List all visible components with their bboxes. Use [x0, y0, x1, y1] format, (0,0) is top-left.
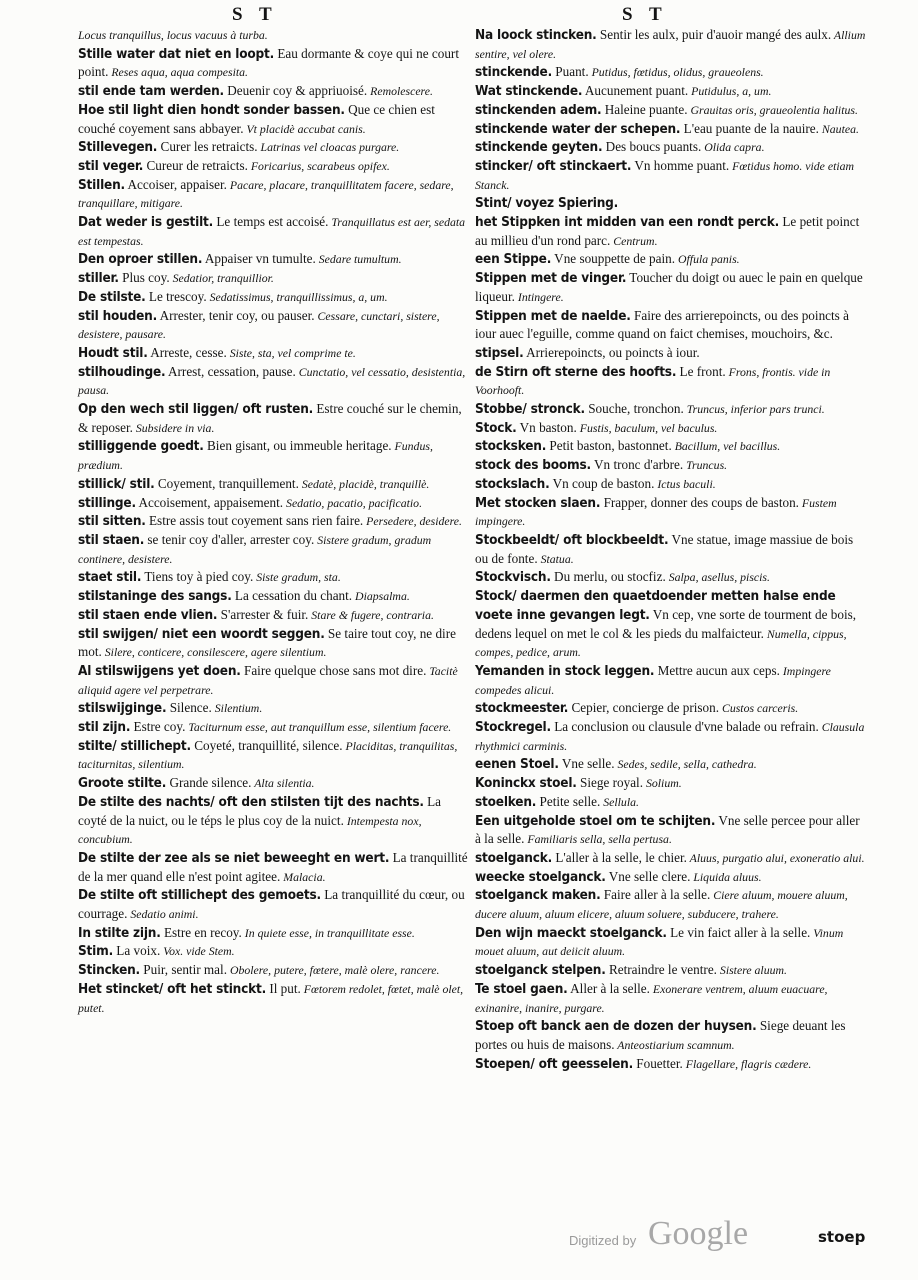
dictionary-entry	[475, 980, 867, 1017]
dictionary-entry	[475, 961, 867, 980]
latin-gloss: Putidus, fœtidus, olidus, graueolens.	[588, 65, 764, 80]
latin-gloss: Malacia.	[280, 869, 326, 884]
french-gloss: Le vin faict aller à la selle.	[666, 924, 811, 940]
dictionary-entry	[475, 531, 867, 568]
french-gloss: Tiens toy à pied coy.	[141, 569, 254, 585]
dictionary-entry	[78, 718, 470, 737]
headword: Stock.	[475, 419, 517, 436]
headword: Stincken.	[78, 962, 140, 979]
french-gloss: S'arrester & fuir.	[217, 606, 309, 622]
french-gloss: Puir, sentir mal.	[139, 962, 227, 978]
google-watermark: Google	[648, 1215, 749, 1252]
headword: Stippen met de naelde.	[475, 307, 631, 324]
french-gloss: Frapper, donner des coups de baston.	[600, 494, 799, 510]
dictionary-entry	[78, 307, 470, 344]
dictionary-entry	[78, 157, 470, 176]
latin-gloss: Fustis, baculum, vel baculus.	[576, 420, 718, 435]
headword: stilte/ stillichept.	[78, 737, 191, 754]
dictionary-entry	[78, 737, 470, 774]
dictionary-entry	[78, 400, 470, 437]
latin-gloss: Ictus baculi.	[654, 476, 716, 491]
latin-gloss: Sedare tumultum.	[315, 252, 402, 267]
headword: stil swijgen/ niet een woordt seggen.	[78, 625, 325, 642]
headword: In stilte zijn.	[78, 924, 161, 941]
dictionary-entry	[475, 101, 867, 120]
dictionary-entry	[78, 82, 470, 101]
dictionary-entry	[475, 718, 867, 755]
headword: De stilste.	[78, 288, 146, 305]
latin-gloss: Liquida aluus.	[690, 869, 762, 884]
french-gloss: Souche, tronchon.	[584, 401, 684, 417]
dictionary-entry	[78, 961, 470, 980]
french-gloss: Accoiser, appaiser.	[124, 176, 227, 192]
headword: staet stil.	[78, 569, 142, 586]
dictionary-entry	[475, 307, 867, 344]
dictionary-entry	[78, 26, 470, 45]
headword: Stillen.	[78, 176, 125, 193]
french-gloss: Haleine puante.	[601, 101, 688, 117]
headword: stillinge.	[78, 494, 136, 511]
headword: stockmeester.	[475, 700, 569, 717]
headword: Stoepen/ oft geesselen.	[475, 1055, 633, 1072]
dictionary-entry	[475, 1055, 867, 1074]
latin-gloss: Intingere.	[514, 289, 564, 304]
headword: Te stoel gaen.	[475, 980, 568, 997]
french-gloss: Vne selle.	[558, 756, 615, 772]
latin-gloss: Cunctatio, vel cessatio, desistentia, pausa.	[78, 364, 466, 398]
dictionary-entry	[78, 662, 470, 699]
latin-gloss: Intempesta nox, concubium.	[78, 813, 422, 847]
headword: Een uitgeholde stoel om te schijten.	[475, 812, 716, 829]
right-column	[475, 26, 867, 1073]
headword: Koninckx stoel.	[475, 775, 577, 792]
latin-gloss: Pacare, placare, tranquillitatem facere, sedare, tranquillare, mitigare.	[78, 177, 454, 211]
french-gloss: Silence.	[166, 700, 212, 716]
dictionary-entry	[475, 868, 867, 887]
french-gloss: Puant.	[552, 64, 589, 80]
headword: Stockbeeldt/ oft blockbeeldt.	[475, 531, 669, 548]
latin-gloss: Familiaris sella, sella pertusa.	[524, 832, 672, 847]
latin-gloss: Bacillum, vel bacillus.	[671, 439, 781, 454]
latin-gloss: Fustem impingere.	[475, 495, 837, 529]
headword: Den oproer stillen.	[78, 251, 203, 268]
latin-gloss: Salpa, asellus, piscis.	[665, 570, 770, 585]
headword: stoelken.	[475, 793, 537, 810]
french-gloss: Coyeté, tranquillité, silence.	[190, 737, 343, 753]
dictionary-entry	[78, 568, 470, 587]
dictionary-entry	[78, 980, 470, 1017]
latin-gloss: Nautea.	[818, 121, 859, 136]
latin-gloss: Diapsalma.	[352, 589, 410, 604]
headword: stilswijginge.	[78, 700, 167, 717]
latin-gloss: Placiditas, tranquilitas, taciturnitas, silentium.	[78, 738, 458, 772]
headword: stil staen ende vlien.	[78, 606, 218, 623]
french-gloss: Aucunement puant.	[582, 83, 689, 99]
dictionary-entry	[475, 63, 867, 82]
french-gloss: Appaiser vn tumulte.	[202, 251, 316, 267]
french-gloss: Siege deuant les portes ou huis de maisons.	[475, 1018, 846, 1052]
headword: weecke stoelganck.	[475, 868, 606, 885]
latin-gloss: Silere, conticere, consilescere, agere silentium.	[101, 645, 327, 660]
french-gloss: La conclusion ou clausule d'vne balade ou refrain.	[550, 719, 819, 735]
dictionary-entry	[475, 344, 867, 363]
headword: Wat stinckende.	[475, 83, 583, 100]
latin-gloss: Reses aqua, aqua compesita.	[108, 65, 248, 80]
latin-gloss: Cessare, cunctari, sistere, desistere, pausare.	[78, 308, 440, 342]
french-gloss: Fouetter.	[632, 1055, 683, 1071]
headword: Stillevegen.	[78, 139, 158, 156]
dictionary-entry	[475, 213, 867, 250]
running-header-left: S T	[232, 4, 278, 25]
headword: Stille water dat niet en loopt.	[78, 45, 275, 62]
headword: stilliggende goedt.	[78, 438, 204, 455]
headword: stockslach.	[475, 475, 550, 492]
headword: stil veger.	[78, 157, 144, 174]
dictionary-entry	[475, 886, 867, 923]
headword: stil staen.	[78, 531, 145, 548]
latin-gloss: Anteostiarium scamnum.	[614, 1037, 735, 1052]
dictionary-entry	[475, 793, 867, 812]
latin-gloss: Vinum mouet aluum, aut deiicit aluum.	[475, 925, 844, 959]
headword: stiller.	[78, 270, 119, 287]
digitized-by-label: Digitized by	[569, 1233, 637, 1248]
french-gloss: Cureur de retraicts.	[143, 157, 248, 173]
headword: stocksken.	[475, 438, 547, 455]
french-gloss: Plus coy.	[118, 270, 170, 286]
latin-gloss: Silentium.	[211, 701, 263, 716]
latin-gloss: Sedatio animi.	[127, 907, 199, 922]
dictionary-entry	[78, 138, 470, 157]
latin-gloss: Impingere compedes alicui.	[475, 663, 831, 697]
latin-gloss: Fœtidus homo. vide etiam Stanck.	[475, 158, 855, 192]
latin-gloss: Latrinas vel cloacas purgare.	[257, 140, 400, 155]
french-gloss: Arreste, cesse.	[147, 344, 227, 360]
headword: een Stippe.	[475, 251, 552, 268]
headword: Den wijn maeckt stoelganck.	[475, 924, 667, 941]
dictionary-entry	[475, 82, 867, 101]
dictionary-entry	[78, 849, 470, 886]
dictionary-entry	[475, 363, 867, 400]
dictionary-entry	[78, 531, 470, 568]
dictionary-entry	[475, 157, 867, 194]
dictionary-entry	[78, 942, 470, 961]
headword: stilhoudinge.	[78, 363, 166, 380]
french-gloss: Accoisement, appaisement.	[135, 494, 284, 510]
french-gloss: Grande silence.	[166, 775, 252, 791]
french-gloss: Le trescoy.	[145, 288, 207, 304]
french-gloss: Faire des arrierepoincts, ou des poincts à iour auec l'eguille, comme quand on faict chemises, mouchoirs, &c.	[475, 307, 849, 342]
dictionary-entry	[78, 269, 470, 288]
dictionary-entry	[475, 774, 867, 793]
latin-gloss: Fœtorem redolet, fœtet, malè olet, putet.	[78, 981, 464, 1015]
dictionary-entry	[78, 699, 470, 718]
headword: stilstaninge des sangs.	[78, 588, 232, 605]
latin-gloss: Sedatè, placidè, tranquillè.	[298, 476, 430, 491]
french-gloss: Estre assis tout coyement sans rien faire.	[145, 513, 364, 529]
latin-gloss: Exonerare ventrem, aluum euacuare, exinanire, inanire, purgare.	[475, 981, 828, 1015]
latin-gloss: Sedes, sedile, sella, cathedra.	[614, 757, 757, 772]
french-gloss: Cepier, concierge de prison.	[568, 700, 719, 716]
latin-gloss: Sistere gradum, gradum continere, desistere.	[78, 532, 432, 566]
french-gloss: Faire aller à la selle.	[600, 887, 711, 903]
dictionary-entry	[78, 494, 470, 513]
french-gloss: Estre coy.	[130, 719, 186, 735]
latin-gloss: Offula panis.	[675, 252, 740, 267]
latin-gloss: Olida capra.	[701, 140, 765, 155]
french-gloss: Vne selle percee pour aller à la selle.	[475, 812, 860, 847]
french-gloss: Vn coup de baston.	[549, 475, 655, 491]
french-gloss: Deuenir coy & appriuoisé.	[223, 83, 368, 99]
french-gloss: Vne statue, image massiue de bois ou de fonte.	[475, 531, 854, 566]
dictionary-entry	[475, 194, 867, 213]
dictionary-entry	[78, 886, 470, 923]
french-gloss: Des boucs puants.	[602, 139, 702, 155]
latin-gloss: Remolescere.	[367, 84, 433, 99]
dictionary-entry	[78, 176, 470, 213]
french-gloss: Faire quelque chose sans mot dire.	[240, 662, 427, 678]
dictionary-entry	[78, 363, 470, 400]
latin-gloss: Fundus, prædium.	[78, 439, 433, 473]
latin-gloss: Vt placidè accubat canis.	[243, 121, 366, 136]
headword: Stobbe/ stronck.	[475, 401, 585, 418]
headword: stipsel.	[475, 344, 524, 361]
left-column	[78, 26, 470, 1017]
latin-gloss: Putidulus, a, um.	[688, 84, 772, 99]
french-gloss: Il put.	[266, 980, 301, 996]
french-gloss: Petite selle.	[536, 793, 601, 809]
dictionary-entry	[475, 1017, 867, 1054]
dictionary-entry	[475, 568, 867, 587]
headword: eenen Stoel.	[475, 756, 559, 773]
french-gloss: La coyté de la nuict, ou le téps le plus coy de la nuict.	[78, 793, 442, 828]
french-gloss: Mettre aucun aux ceps.	[654, 662, 780, 678]
french-gloss: Vn baston.	[516, 419, 577, 435]
dictionary-entry	[78, 101, 470, 138]
headword: stincker/ oft stinckaert.	[475, 157, 632, 174]
latin-gloss: Sedatio, pacatio, pacificatio.	[283, 495, 423, 510]
latin-gloss: Centrum.	[610, 233, 658, 248]
french-gloss: Du merlu, ou stocfiz.	[550, 569, 666, 585]
dictionary-entry	[475, 924, 867, 961]
dictionary-entry	[78, 45, 470, 82]
headword: De stilte der zee als se niet beweeght en wert.	[78, 849, 390, 866]
french-gloss: Bien gisant, ou immeuble heritage.	[203, 438, 392, 454]
french-gloss: Arrierepoincts, ou poincts à iour.	[523, 344, 700, 360]
dictionary-entry	[475, 699, 867, 718]
dictionary-entry	[475, 269, 867, 306]
latin-gloss: Ciere aluum, mouere aluum, ducere aluum, aluum elicere, aluum soluere, subducere, trahere.	[475, 888, 848, 922]
dictionary-entry	[475, 849, 867, 868]
headword: stil zijn.	[78, 719, 131, 736]
headword: Groote stilte.	[78, 775, 167, 792]
french-gloss: Arrester, tenir coy, ou pauser.	[157, 307, 315, 323]
dictionary-entry	[475, 475, 867, 494]
headword: De stilte oft stillichept des gemoets.	[78, 887, 321, 904]
headword: Stim.	[78, 943, 113, 960]
latin-gloss: Persedere, desidere.	[363, 514, 462, 529]
latin-gloss: Truncus.	[683, 458, 728, 473]
headword: stock des booms.	[475, 457, 591, 474]
dictionary-entry	[78, 437, 470, 474]
headword: Het stincket/ oft het stinckt.	[78, 980, 267, 997]
french-gloss: Coyement, tranquillement.	[154, 475, 299, 491]
dictionary-entry	[475, 494, 867, 531]
latin-gloss: Allium sentire, vel olere.	[475, 28, 866, 61]
dictionary-entry	[475, 812, 867, 849]
headword: het Stippken int midden van een rondt perck.	[475, 214, 780, 231]
latin-gloss: Clausula rhythmici carminis.	[475, 720, 865, 753]
french-gloss: Sentir les aulx, puir d'auoir mangé des aulx.	[596, 27, 832, 42]
headword: Stockregel.	[475, 719, 551, 736]
latin-gloss: Vox. vide Stem.	[160, 944, 235, 959]
headword: stil houden.	[78, 307, 158, 324]
headword: stinckende geyten.	[475, 139, 603, 156]
french-gloss: L'eau puante de la nauire.	[680, 120, 819, 136]
french-gloss: Toucher du doigt ou auec le pain en quelque liqueur.	[475, 270, 863, 304]
dictionary-entry	[475, 456, 867, 475]
headword: Dat weder is gestilt.	[78, 214, 214, 231]
headword: Na loock stincken.	[475, 27, 597, 43]
latin-gloss: Foricarius, scarabeus opifex.	[247, 158, 390, 173]
latin-gloss: Sedatior, tranquillior.	[169, 271, 274, 286]
french-gloss: La tranquillité de la mer quand elle n'est point agitee.	[78, 849, 468, 884]
headword: stoelganck maken.	[475, 887, 601, 904]
dictionary-entry	[78, 924, 470, 943]
latin-gloss: Truncus, inferior pars trunci.	[683, 402, 825, 417]
french-gloss: Petit baston, bastonnet.	[546, 438, 672, 454]
latin-gloss: Subsidere in via.	[132, 420, 215, 435]
dictionary-entry	[78, 606, 470, 625]
latin-gloss: Flagellare, flagris cædere.	[682, 1056, 812, 1071]
french-gloss: L'aller à la selle, le chier.	[552, 849, 687, 865]
french-gloss: Vne souppette de pain.	[551, 251, 676, 267]
latin-gloss: Siste, sta, vel comprime te.	[226, 345, 356, 360]
headword: Stoep oft banck aen de dozen der huysen.	[475, 1018, 757, 1035]
latin-gloss: Tacitè aliquid agere vel perpetrare.	[78, 663, 458, 697]
latin-gloss: Aluus, purgatio alui, exoneratio alui.	[686, 850, 865, 865]
latin-gloss: Statua.	[537, 551, 574, 566]
latin-gloss: Sellula.	[600, 794, 639, 809]
headword: stoelganck stelpen.	[475, 962, 606, 979]
dictionary-entry	[78, 774, 470, 793]
dictionary-entry	[78, 213, 470, 250]
dictionary-entry	[78, 344, 470, 363]
latin-gloss: Siste gradum, sta.	[253, 570, 341, 585]
french-gloss: Eau dormante & coye qui ne court point.	[78, 45, 459, 80]
latin-gloss: Solium.	[643, 776, 682, 791]
french-gloss: se tenir coy d'aller, arrester coy.	[144, 531, 315, 547]
latin-gloss: In quiete esse, in tranquillitate esse.	[241, 925, 415, 940]
headword: stinckende.	[475, 64, 552, 81]
latin-gloss: Locus tranquillus, locus vacuus à turba.	[78, 28, 268, 42]
headword: Yemanden in stock leggen.	[475, 662, 655, 679]
french-gloss: Que ce chien est couché coyement sans abbayer.	[78, 101, 435, 136]
french-gloss: Aller à la selle.	[567, 980, 650, 996]
headword: stinckenden adem.	[475, 101, 602, 118]
latin-gloss: Sistere aluum.	[716, 963, 787, 978]
latin-gloss: Alta silentia.	[251, 776, 315, 791]
dictionary-entry	[475, 662, 867, 699]
dictionary-entry	[475, 400, 867, 419]
headword: Stockvisch.	[475, 569, 551, 586]
headword: stil sitten.	[78, 513, 146, 530]
dictionary-entry	[78, 625, 470, 662]
headword: stoelganck.	[475, 849, 553, 866]
headword: Stock/ daermen den quaetdoender metten halse ende voete inne gevangen legt.	[475, 588, 836, 623]
french-gloss: La tranquillité du cœur, ou courrage.	[78, 887, 465, 922]
latin-gloss: Frons, frontis. vide in Voorhooft.	[475, 364, 831, 398]
headword: de Stirn oft sterne des hoofts.	[475, 363, 677, 380]
headword: Stippen met de vinger.	[475, 270, 627, 287]
dictionary-entry	[78, 512, 470, 531]
french-gloss: Curer les retraicts.	[157, 139, 258, 155]
latin-gloss: Sedatissimus, tranquillissimus, a, um.	[206, 289, 388, 304]
dictionary-entry	[78, 288, 470, 307]
dictionary-entry	[475, 120, 867, 139]
headword: Hoe stil light dien hondt sonder bassen.	[78, 101, 345, 118]
headword: stillick/ stil.	[78, 475, 155, 492]
latin-gloss: Taciturnum esse, aut tranquillum esse, silentium facere.	[185, 720, 452, 735]
headword: Al stilswijgens yet doen.	[78, 662, 241, 679]
running-header-right: S T	[622, 4, 668, 25]
headword: Houdt stil.	[78, 344, 148, 361]
french-gloss: Siege royal.	[576, 775, 644, 791]
latin-gloss: Obolere, putere, fœtere, malè olere, rancere.	[227, 963, 440, 978]
headword: Stint/ voyez Spiering.	[475, 195, 619, 212]
headword: stil ende tam werden.	[78, 83, 224, 100]
french-gloss: Vne selle clere.	[605, 868, 691, 884]
latin-gloss: Tranquillatus est aer, sedata est tempestas.	[78, 215, 466, 248]
french-gloss: Vn homme puant.	[631, 157, 730, 173]
dictionary-entry	[475, 587, 867, 662]
french-gloss: Se taire tout coy, ne dire mot.	[78, 625, 456, 660]
french-gloss: Vn cep, vne sorte de tourment de bois, dedens lequel on met le col & les pieds du malfaicteur.	[475, 606, 857, 641]
french-gloss: Arrest, cessation, pause.	[165, 363, 296, 379]
catchword: stoep	[818, 1228, 866, 1246]
french-gloss: Le front.	[676, 363, 726, 379]
dictionary-entry	[475, 26, 867, 63]
latin-gloss: Stare & fugere, contraria.	[308, 607, 434, 622]
dictionary-entry	[475, 437, 867, 456]
french-gloss: Vn tronc d'arbre.	[590, 457, 684, 473]
dictionary-entry	[78, 793, 470, 849]
dictionary-entry	[78, 587, 470, 606]
french-gloss: La cessation du chant.	[231, 588, 353, 604]
dictionary-entry	[78, 250, 470, 269]
french-gloss: Retraindre le ventre.	[605, 962, 717, 978]
french-gloss: Estre couché sur le chemin, & reposer.	[78, 401, 462, 435]
dictionary-entry	[475, 250, 867, 269]
headword: Met stocken slaen.	[475, 494, 601, 511]
french-gloss: Le temps est accoisé.	[213, 214, 329, 230]
dictionary-entry	[475, 419, 867, 438]
french-gloss: La voix.	[113, 943, 161, 959]
dictionary-entry	[78, 475, 470, 494]
latin-gloss: Numella, cippus, compes, pedice, arum.	[475, 626, 847, 660]
headword: stinckende water der schepen.	[475, 120, 681, 137]
latin-gloss: Custos carceris.	[719, 701, 799, 716]
french-gloss: Le petit poinct au millieu d'un rond parc.	[475, 214, 860, 248]
french-gloss: Estre en recoy.	[160, 924, 242, 940]
headword: De stilte des nachts/ oft den stilsten tijt des nachts.	[78, 793, 424, 810]
dictionary-entry	[475, 138, 867, 157]
latin-gloss: Grauitas oris, graueolentia halitus.	[687, 102, 858, 117]
headword: Op den wech stil liggen/ oft rusten.	[78, 401, 314, 418]
dictionary-entry	[475, 755, 867, 774]
